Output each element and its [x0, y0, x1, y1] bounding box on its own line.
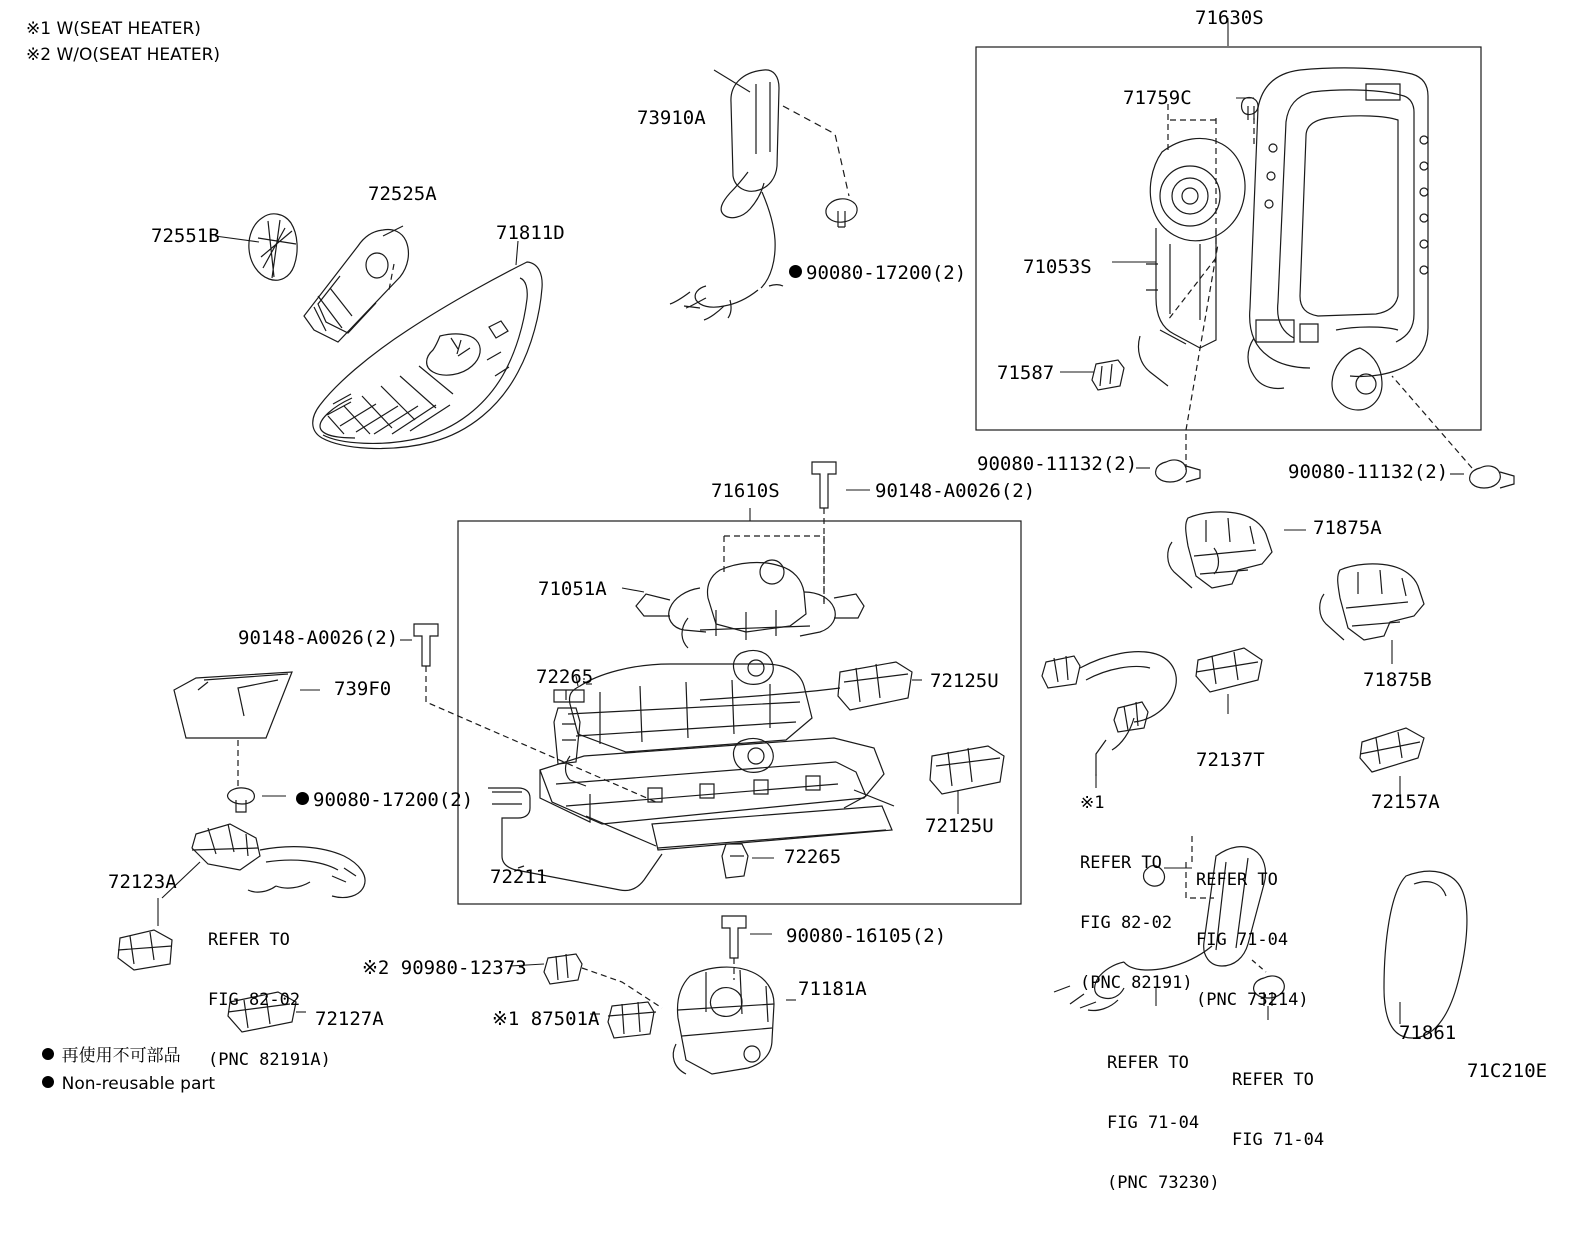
- refer-line: FIG 82-02: [208, 990, 301, 1010]
- part-label-72137t: 72137T: [1196, 749, 1265, 771]
- refer-line: REFER TO: [1080, 853, 1162, 873]
- legend-nonreusable-en: [20, 1045, 215, 1123]
- nonreusable-dot-739f0: [296, 792, 309, 805]
- refer-line: REFER TO: [1196, 870, 1278, 890]
- refer-block-71-04: [1232, 1030, 1324, 1190]
- part-label-90148-a0026-left: 90148-A0026(2): [238, 627, 399, 649]
- part-label-739f0: 739F0: [334, 678, 392, 700]
- refer-line: REFER TO: [1107, 1053, 1189, 1073]
- part-label-71759c: 71759C: [1123, 87, 1192, 109]
- diagram-id: 71C210E: [1467, 1060, 1548, 1082]
- refer-line: ※1: [1080, 793, 1105, 813]
- refer-block-73230: [1107, 1013, 1220, 1233]
- refer-line: FIG 71-04: [1232, 1130, 1325, 1150]
- refer-line: (PNC 82191A): [208, 1050, 331, 1070]
- part-label-71053s: 71053S: [1023, 256, 1092, 278]
- part-label-71051a: 71051A: [538, 578, 607, 600]
- header-note-2: ※2 W/O(SEAT HEATER): [26, 45, 221, 65]
- refer-line: REFER TO: [208, 930, 290, 950]
- part-label-90080-17200-b: 90080-17200(2): [313, 789, 474, 811]
- part-label-72127a: 72127A: [315, 1008, 384, 1030]
- refer-line: (PNC 73230): [1107, 1173, 1220, 1193]
- part-label-90080-16105: 90080-16105(2): [786, 925, 947, 947]
- part-label-71875b: 71875B: [1363, 669, 1432, 691]
- refer-line: FIG 82-02: [1080, 913, 1173, 933]
- part-label-90980-12373: ※2 90980-12373: [362, 957, 527, 979]
- refer-line: REFER TO: [1232, 1070, 1314, 1090]
- refer-line: FIG 71-04: [1107, 1113, 1200, 1133]
- part-label-90080-17200-a: 90080-17200(2): [806, 262, 967, 284]
- refer-line: (PNC 82191): [1080, 973, 1193, 993]
- part-label-72525a: 72525A: [368, 183, 437, 205]
- refer-block-82191a: [208, 890, 331, 1110]
- refer-block-82191: [1080, 753, 1193, 1033]
- part-label-90148-a0026-top: 90148-A0026(2): [875, 480, 1036, 502]
- part-label-71587: 71587: [997, 362, 1055, 384]
- part-label-72265-b: 72265: [784, 846, 842, 868]
- group-label-71610s: 71610S: [711, 480, 780, 502]
- part-label-71811d: 71811D: [496, 222, 565, 244]
- refer-line: (PNC 73214): [1196, 990, 1309, 1010]
- legend-dot-icon: [42, 1076, 54, 1088]
- part-label-72551b: 72551B: [151, 225, 220, 247]
- part-label-71181a: 71181A: [798, 978, 867, 1000]
- part-label-72211: 72211: [490, 866, 548, 888]
- part-label-90080-11132-a: 90080-11132(2): [977, 453, 1138, 475]
- part-label-72265-a: 72265: [536, 666, 594, 688]
- part-label-90080-11132-b: 90080-11132(2): [1288, 461, 1449, 483]
- part-label-72125u-b: 72125U: [925, 815, 994, 837]
- part-label-72125u-a: 72125U: [930, 670, 999, 692]
- nonreusable-dot-73910a: [789, 265, 802, 278]
- legend-text-jp: 再使用不可部品: [61, 1046, 181, 1066]
- part-label-71861: 71861: [1399, 1022, 1457, 1044]
- part-label-72157a: 72157A: [1371, 791, 1440, 813]
- part-label-73910a: 73910A: [637, 107, 706, 129]
- refer-line: FIG 71-04: [1196, 930, 1289, 950]
- legend-text-en: Non-reusable part: [61, 1074, 216, 1094]
- part-label-87501a: ※1 87501A: [492, 1008, 600, 1030]
- part-label-71875a: 71875A: [1313, 517, 1382, 539]
- group-label-71630s: 71630S: [1195, 7, 1264, 29]
- part-label-72123a: 72123A: [108, 871, 177, 893]
- header-note-1: ※1 W(SEAT HEATER): [26, 19, 201, 39]
